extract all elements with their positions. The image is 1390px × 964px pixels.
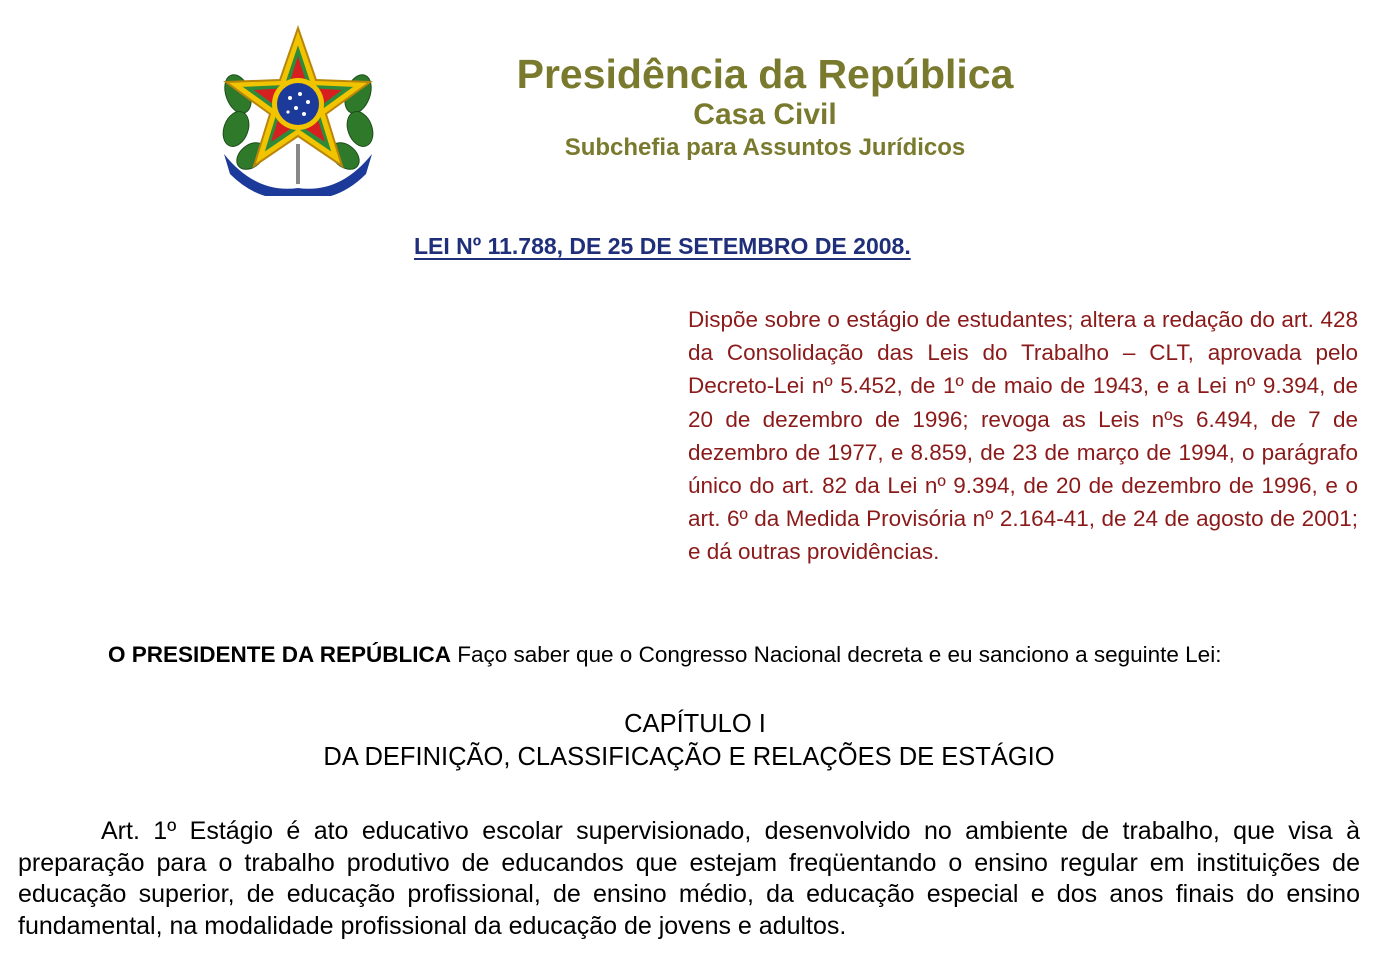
article-text: Estágio é ato educativo escolar supervisionado, desenvolvido no ambiente de trabalho, que visa à preparação para o trabalho produtivo de educandos que estejam freqüentando o ensino regular em instituições de educação superior, de educação profissional, de ensino médio, da educação especial e dos anos finais do ensino fundamental, na modalidade profissional da educação de jovens e adultos. — [18, 817, 1360, 940]
page-subtitle: Casa Civil — [693, 98, 837, 131]
ementa: Dispõe sobre o estágio de estudantes; altera a redação do art. 428 da Consolidação das Leis do Trabalho – CLT, aprovada pelo Decreto-Lei nº 5.452, de 1º de maio de 1943, e a Lei nº 9.394, de 20 de dezembro de 1996; revoga as Leis nºs 6.494, de 7 de dezembro de 1977, e 8.859, de 23 de março de 1994, o parágrafo único do art. 82 da Lei nº 9.394, de 20 de dezembro de 1996, e o art. 6º da Medida Provisória nº 2.164-41, de 24 de agosto de 2001; e dá outras providências. — [688, 307, 1358, 565]
page-subtitle-2: Subchefia para Assuntos Jurídicos — [564, 134, 966, 161]
enactment-text: Faço saber que o Congresso Nacional decreta e eu sanciono a seguinte Lei: — [450, 642, 1222, 667]
enactment-clause — [108, 642, 1221, 668]
enactment-bold: O PRESIDENTE DA REPÚBLICA — [108, 642, 451, 667]
law-title-link[interactable]: LEI Nº 11.788, DE 25 DE SETEMBRO DE 2008. — [414, 233, 911, 259]
header — [440, 50, 1090, 164]
brazil-coat-of-arms-icon — [216, 24, 380, 196]
article-1 — [18, 816, 1360, 942]
chapter-heading — [0, 708, 1390, 774]
chapter-number: CAPÍTULO I — [624, 710, 766, 738]
article-label: Art. 1º — [101, 817, 190, 845]
page-title: Presidência da República — [516, 51, 1014, 97]
chapter-name: DA DEFINIÇÃO, CLASSIFICAÇÃO E RELAÇÕES DE ESTÁGIO — [323, 743, 1055, 771]
